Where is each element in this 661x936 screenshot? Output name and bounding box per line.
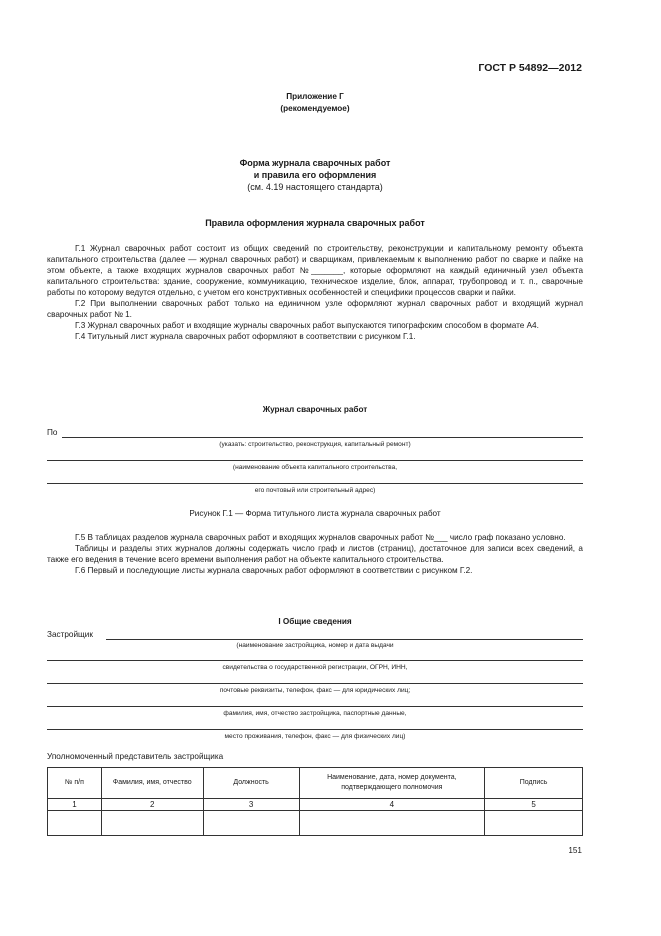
standard-code: ГОСТ Р 54892—2012 [478,62,582,74]
col-name-header: Фамилия, имя, отчество [101,768,203,799]
developer-hint-4: фамилия, имя, отчество застройщика, паспортные данные, [223,710,407,717]
appendix-title: Приложение Г [286,92,344,101]
developer-hint-1: (наименование застройщика, номер и дата выдачи [236,642,394,649]
col-index: 5 [485,799,583,811]
col-index: 3 [203,799,299,811]
table-row [48,811,583,836]
form-title-line2: и правила его оформления [253,170,377,180]
appendix-subtitle: (рекомендуемое) [280,104,350,113]
table-cell[interactable] [203,811,299,836]
title-hint-2: (наименование объекта капитального строительства, [232,464,398,471]
registration-line [47,660,583,661]
postal-line [47,683,583,684]
paragraph-g5-tables: Таблицы и разделы этих журналов должны содержать число граф и листов (страниц), достаточное для записи всех сведений, а также его ведения в течение всего времени выполнения работ на объекте капитального строительства. [47,544,583,564]
name-line [47,706,583,707]
paragraph-g1: Г.1 Журнал сварочных работ состоит из общих сведений по строительству, реконструкции и капитальному ремонту объекта капитального строительства (далее — журнал сварочных работ) и сварщикам, привлекаемым к выполнению работ по сварке и пайке на этом объекте, а также входящих журналов сварочных работ №_______, которые оформляют на каждый единичный узел объекта капитального строительства: здание, сооружение, коммуникацию, техническое изделие, блок, аппарат, трубопровод и т. п., сварочные работы по которому ведутся отдельно, с учетом его конструктивных особенностей и специфики процессов сварки и пайки. [47,244,583,297]
po-line [62,437,583,438]
rules-heading: Правила оформления журнала сварочных работ [205,218,425,228]
developer-label: Застройщик [47,630,93,639]
paragraph-g5: Г.5 В таблицах разделов журнала сварочных работ и входящих журналов сварочных работ №___ число граф показано условно. [75,533,566,542]
developer-line [106,639,583,640]
title-hint-1: (указать: строительство, реконструкция, капитальный ремонт) [219,441,411,448]
developer-hint-2: свидетельства о государственной регистрации, ОГРН, ИНН, [222,664,408,671]
representative-label: Уполномоченный представитель застройщика [47,752,224,761]
paragraph-g4: Г.4 Титульный лист журнала сварочных работ оформляют в соответствии с рисунком Г.1. [75,332,416,341]
paragraph-g2: Г.2 При выполнении сварочных работ только на единичном узле оформляют журнал сварочных работ и входящий журнал сварочных работ № 1. [47,299,583,319]
form-title-line1: Форма журнала сварочных работ [239,158,391,168]
col-document-header: Наименование, дата, номер документа, подтверждающего полномочия [299,768,485,799]
table-cell[interactable] [48,811,102,836]
col-index: 1 [48,799,102,811]
figure-caption: Рисунок Г.1 — Форма титульного листа журнала сварочных работ [189,509,441,518]
col-signature-header: Подпись [485,768,583,799]
table-header-row [48,768,583,799]
developer-hint-3: почтовые реквизиты, телефон, факс — для юридических лиц; [219,687,411,694]
col-number-header: № п/п [48,768,102,799]
col-index: 2 [101,799,203,811]
paragraph-g6: Г.6 Первый и последующие листы журнала сварочных работ оформляют в соответствии с рисунком Г.2. [75,566,473,575]
object-line [47,460,583,461]
col-position-header: Должность [203,768,299,799]
title-hint-3: его почтовый или строительный адрес) [254,487,376,494]
address-line [47,483,583,484]
po-label: По [47,428,58,437]
table-number-row [48,799,583,811]
table-paragraphs [47,532,583,576]
developer-hint-5: место проживания, телефон, факс — для физических лиц) [224,733,406,740]
title-page-title: Журнал сварочных работ [262,405,368,414]
table-cell[interactable] [101,811,203,836]
paragraph-g3: Г.3 Журнал сварочных работ и входящие журналы сварочных работ выпускаются типографским способом в формате А4. [75,321,539,330]
col-index: 4 [299,799,485,811]
rules-paragraphs [47,243,583,342]
form-title-line3: (см. 4.19 настоящего стандарта) [247,182,383,192]
page-number: 151 [568,846,582,855]
table-cell[interactable] [485,811,583,836]
section-heading: I Общие сведения [278,617,352,626]
table-cell[interactable] [299,811,485,836]
residence-line [47,729,583,730]
representative-table [47,767,583,836]
